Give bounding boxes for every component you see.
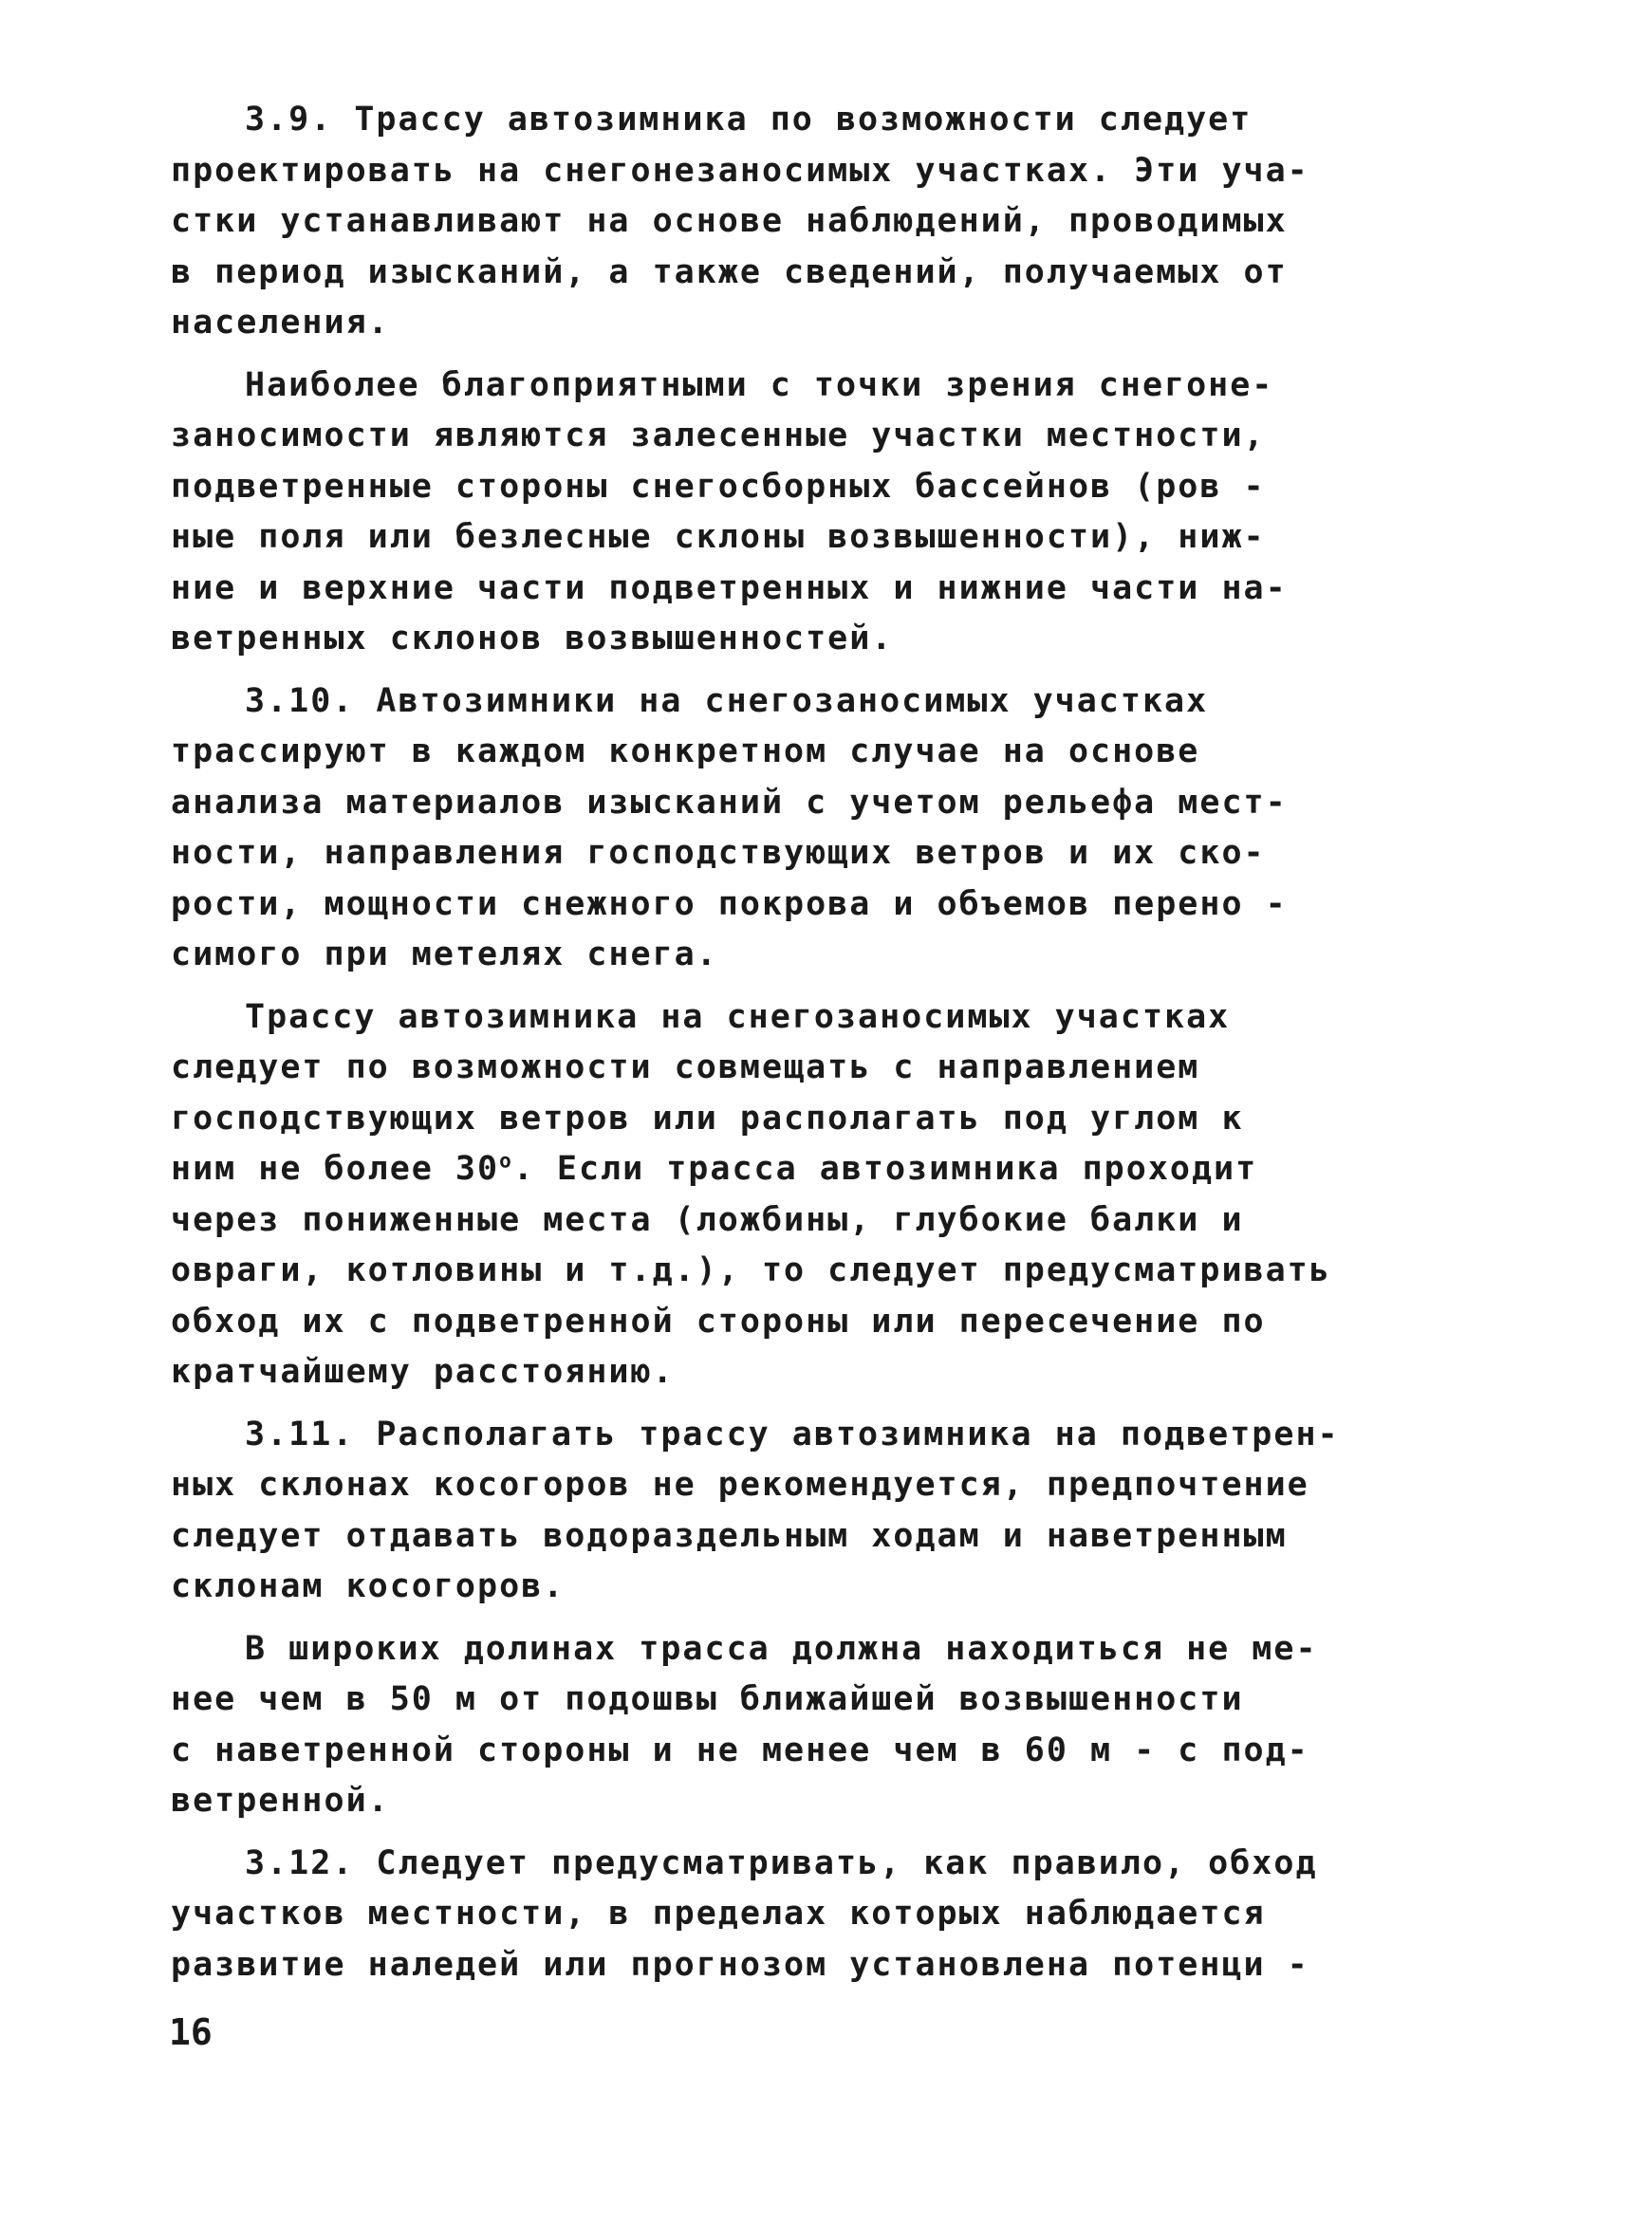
text-line: населения. bbox=[171, 304, 390, 342]
text-line: заносимости являются залесенные участки местности, bbox=[171, 417, 1266, 454]
text-line: рости, мощности снежного покрова и объемов перено - bbox=[171, 884, 1288, 923]
text-line: через пониженные места (ложбины, глубокие балки и bbox=[171, 1200, 1244, 1239]
text-line: симого при метелях снега. bbox=[171, 935, 718, 973]
text-line: стки устанавливают на основе наблюдений, проводимых bbox=[171, 202, 1288, 240]
text-line: участков местности, в пределах которых наблюдается bbox=[171, 1895, 1266, 1933]
paragraph-route-alignment bbox=[171, 992, 1480, 1398]
degree-sign: о bbox=[499, 1149, 513, 1173]
text-line: склонам косогоров. bbox=[171, 1567, 566, 1605]
text-line: в период изысканий, а также сведений, получаемых от bbox=[171, 252, 1288, 291]
text-line: Трассу автозимника на снегозаносимых участках bbox=[245, 997, 1231, 1036]
text-line: следует по возможности совмещать с направлением bbox=[171, 1048, 1200, 1086]
text-line: ветренной. bbox=[171, 1782, 390, 1820]
text-line: развитие наледей или прогнозом установлена потенци - bbox=[171, 1945, 1309, 1984]
text-line bbox=[171, 1144, 1480, 1195]
page-number: 16 bbox=[169, 2011, 213, 2053]
text-line: анализа материалов изысканий с учетом рельефа мест- bbox=[171, 783, 1288, 822]
paragraph-3-10 bbox=[171, 676, 1480, 981]
text-line: 3.12. Следует предусматривать, как правило, обход bbox=[245, 1843, 1318, 1882]
paragraph-3-12 bbox=[171, 1839, 1480, 1991]
text-line: с наветренной стороны и не менее чем в 60 м - с под- bbox=[171, 1731, 1309, 1769]
paragraph-3-9 bbox=[171, 95, 1480, 349]
text-line: 3.11. Располагать трассу автозимника на подветрен- bbox=[245, 1415, 1340, 1453]
text-line: подветренные стороны снегосборных бассейнов (ров - bbox=[171, 467, 1266, 506]
text-line: обход их с подветренной стороны или пересечение по bbox=[171, 1302, 1266, 1341]
body-text bbox=[171, 95, 1480, 1990]
text-line: 3.9. Трассу автозимника по возможности следует bbox=[245, 101, 1253, 139]
text-line-end: . Если трасса автозимника проходит bbox=[512, 1150, 1258, 1188]
text-line: следует отдавать водораздельным ходам и наветренным bbox=[171, 1516, 1288, 1555]
text-line: трассируют в каждом конкретном случае на основе bbox=[171, 732, 1200, 770]
text-line: 3.10. Автозимники на снегозаносимых участках bbox=[245, 681, 1209, 720]
text-line: ветренных склонов возвышенностей. bbox=[171, 620, 894, 657]
text-line-start: ним не более 30 bbox=[171, 1150, 500, 1188]
paragraph-3-11 bbox=[171, 1410, 1480, 1613]
text-line: ние и верхние части подветренных и нижние части на- bbox=[171, 568, 1288, 607]
text-line: кратчайшему расстоянию. bbox=[171, 1353, 675, 1391]
text-line: ных склонах косогоров не рекомендуется, предпочтение bbox=[171, 1466, 1309, 1504]
text-line: господствующих ветров или располагать под углом к bbox=[171, 1099, 1244, 1138]
text-line: ные поля или безлесные склоны возвышенности), ниж- bbox=[171, 518, 1266, 556]
text-line: проектировать на снегонезаносимых участках. Эти уча- bbox=[171, 151, 1309, 190]
text-line: овраги, котловины и т.д.), то следует предусматривать bbox=[171, 1251, 1331, 1289]
paragraph-favorable-sections bbox=[171, 361, 1480, 665]
text-line: нее чем в 50 м от подошвы ближайшей возвышенности bbox=[171, 1680, 1244, 1718]
text-line: В широких долинах трасса должна находиться не ме- bbox=[245, 1629, 1318, 1668]
text-line: ности, направления господствующих ветров и их ско- bbox=[171, 834, 1266, 872]
paragraph-wide-valleys bbox=[171, 1624, 1480, 1827]
text-line: Наиболее благоприятными с точки зрения снегоне- bbox=[245, 365, 1274, 404]
